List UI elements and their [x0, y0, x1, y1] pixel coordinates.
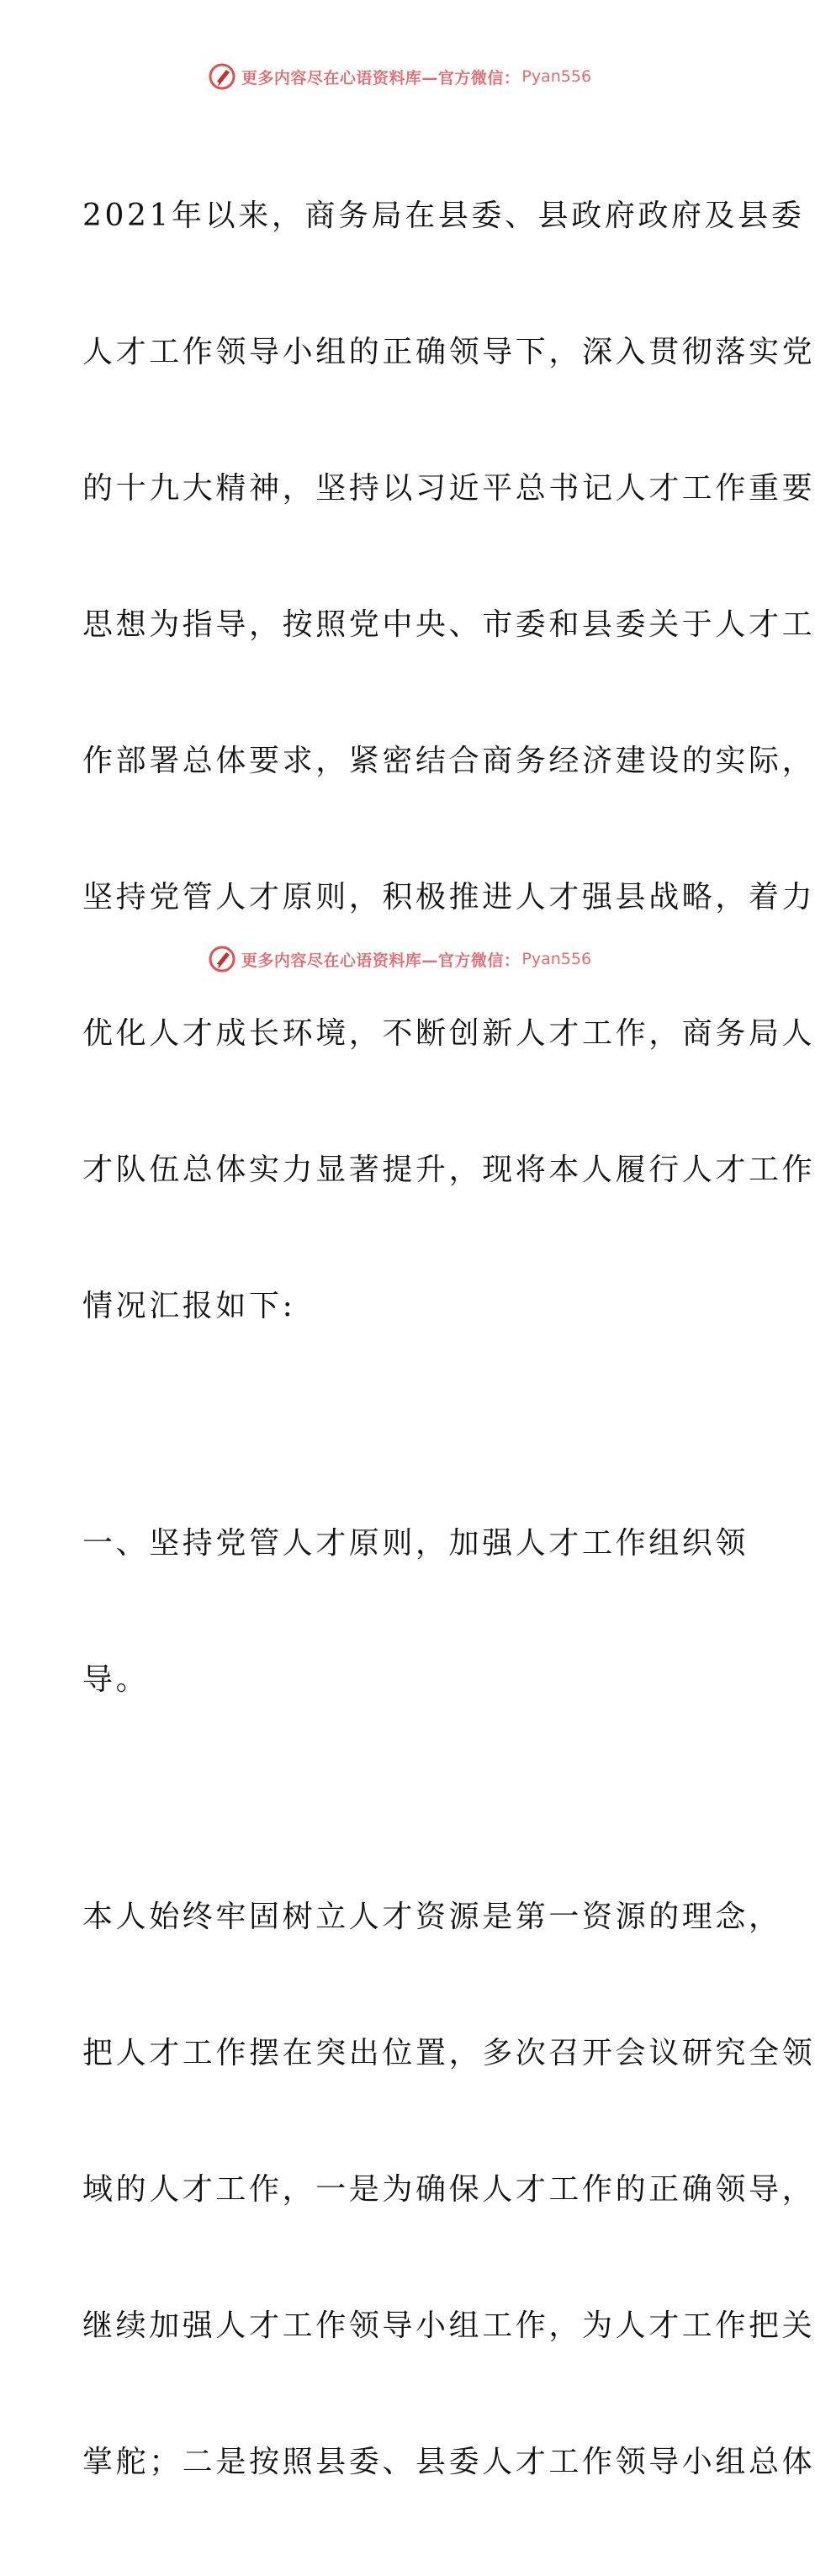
watermark-text: 更多内容尽在心语资料库—官方微信： — [241, 68, 521, 87]
section-heading — [82, 1430, 749, 1794]
text-line: 域的人才工作，一是为确保人才工作的正确领导， — [82, 2172, 815, 2207]
text-line: 作部署总体要求，紧密结合商务经济建设的实际， — [82, 744, 815, 778]
text-line: 才队伍总体实力显著提升，现将本人履行人才工作 — [82, 1153, 815, 1187]
text-line: 一、坚持党管人才原则，加强人才工作组织领 — [82, 1526, 749, 1561]
watermark-handle: Pyan556 — [521, 950, 592, 968]
text-line: 优化人才成长环境，不断创新人才工作，商务局人 — [82, 1016, 815, 1051]
text-line: 人才工作领导小组的正确领导下，深入贯彻落实党 — [82, 335, 815, 369]
text-line: 掌舵；二是按照县委、县委人才工作领导小组总体 — [82, 2445, 815, 2479]
paragraph-body — [82, 1804, 815, 2576]
paragraph-gap — [82, 1420, 722, 1430]
footer-watermark — [0, 942, 799, 976]
text-line: 情况汇报如下: — [82, 1289, 296, 1323]
text-line: 坚持党管人才原则，积极推进人才强县战略，着力 — [82, 880, 815, 914]
watermark-text: 更多内容尽在心语资料库—官方微信： — [241, 951, 521, 970]
pen-circle-icon — [208, 62, 236, 91]
text-line: 的十九大精神，坚持以习近平总书记人才工作重要 — [82, 471, 815, 506]
watermark-handle: Pyan556 — [521, 67, 592, 86]
paragraph-gap — [82, 1794, 722, 1804]
paragraph-intro — [82, 103, 815, 1420]
text-line: 把人才工作摆在突出位置，多次召开会议研究全领 — [82, 2036, 815, 2070]
document-body — [82, 103, 815, 2576]
text-line: 思想为指导，按照党中央、市委和县委关于人才工 — [82, 607, 815, 642]
text-line: 导。 — [82, 1662, 150, 1697]
text-line: 继续加强人才工作领导小组工作，为人才工作把关 — [82, 2308, 815, 2343]
header-watermark — [0, 60, 799, 93]
pen-circle-icon — [208, 945, 236, 973]
text-line: 2021年以来，商务局在县委、县政府政府及县委 — [82, 199, 805, 233]
text-line: 本人始终牢固树立人才资源是第一资源的理念， — [82, 1900, 782, 1934]
